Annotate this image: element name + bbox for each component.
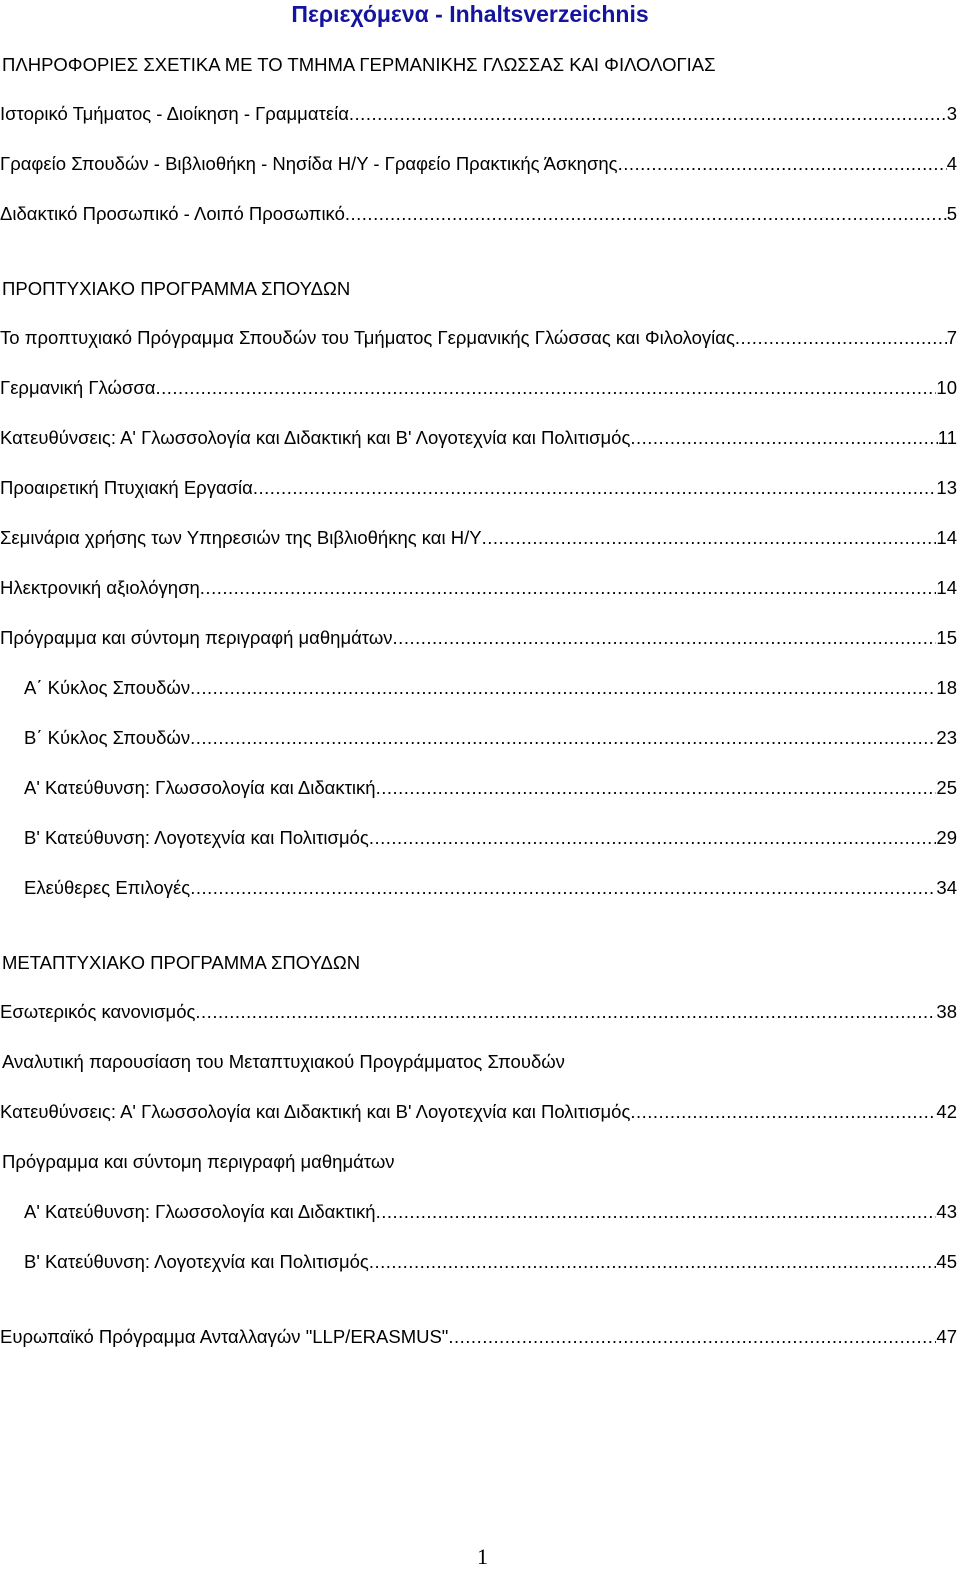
section-heading: ΜΕΤΑΠΤΥΧΙΑΚΟ ΠΡΟΓΡΑΜΜΑ ΣΠΟΥΔΩΝ	[2, 952, 361, 973]
toc-entry-text: Προαιρετική Πτυχιακή Εργασία	[0, 477, 253, 498]
section-heading: ΠΡΟΠΤΥΧΙΑΚΟ ΠΡΟΓΡΑΜΜΑ ΣΠΟΥΔΩΝ	[2, 278, 351, 299]
toc-entry-page: 23	[936, 727, 957, 748]
toc-entry-text: Ιστορικό Τμήματος - Διοίκηση - Γραμματεία	[0, 103, 349, 124]
toc-entry-page: 15	[936, 627, 957, 648]
toc-entry-text: Εσωτερικός κανονισμός	[0, 1001, 196, 1022]
dot-leader	[482, 526, 937, 550]
toc-entry[interactable]	[24, 876, 957, 900]
toc-entry[interactable]	[0, 326, 957, 350]
dot-leader	[618, 152, 947, 176]
toc-entry-text: Α' Κατεύθυνση: Γλωσσολογία και Διδακτική	[24, 777, 376, 798]
toc-entry-text: Το προπτυχιακό Πρόγραμμα Σπουδών του Τμήματος Γερμανικής Γλώσσας και Φιλολογίας	[0, 327, 735, 348]
toc-entry-page: 3	[946, 103, 957, 124]
toc-plain-line: Πρόγραμμα και σύντομη περιγραφή μαθημάτων	[2, 1151, 395, 1172]
dot-leader	[345, 202, 947, 226]
toc-entry-text: Β΄ Κύκλος Σπουδών	[24, 727, 191, 748]
toc-entry[interactable]	[24, 676, 957, 700]
dot-leader	[369, 826, 937, 850]
toc-entry[interactable]	[0, 476, 957, 500]
toc-entry-page: 13	[936, 477, 957, 498]
toc-entry-text: Α΄ Κύκλος Σπουδών	[24, 677, 191, 698]
dot-leader	[195, 1000, 936, 1024]
toc-entry-text: Ευρωπαϊκό Πρόγραμμα Ανταλλαγών "LLP/ERASMUS"	[0, 1326, 449, 1347]
toc-entry-page: 18	[936, 677, 957, 698]
dot-leader	[393, 626, 937, 650]
toc-entry-text: Κατευθύνσεις: Α' Γλωσσολογία και Διδακτική και Β' Λογοτεχνία και Πολιτισμός	[0, 1101, 631, 1122]
dot-leader	[376, 1200, 937, 1224]
dot-leader	[190, 726, 936, 750]
dot-leader	[448, 1325, 936, 1349]
section-heading: ΠΛΗΡΟΦΟΡΙΕΣ ΣΧΕΤΙΚΑ ΜΕ ΤΟ ΤΜΗΜΑ ΓΕΡΜΑΝΙΚΗΣ ΓΛΩΣΣΑΣ ΚΑΙ ΦΙΛΟΛΟΓΙΑΣ	[2, 54, 716, 75]
toc-entry-page: 7	[946, 327, 957, 348]
dot-leader	[735, 326, 947, 350]
toc-entry-page: 29	[936, 827, 957, 848]
toc-entry-text: Α' Κατεύθυνση: Γλωσσολογία και Διδακτική	[24, 1201, 376, 1222]
toc-entry-page: 10	[936, 377, 957, 398]
dot-leader	[349, 102, 947, 126]
toc-entry[interactable]	[0, 152, 957, 176]
toc-entry-page: 38	[936, 1001, 957, 1022]
dot-leader	[630, 426, 937, 450]
toc-entry[interactable]	[0, 1100, 957, 1124]
toc-entry-text: Κατευθύνσεις: Α' Γλωσσολογία και Διδακτική και Β' Λογοτεχνία και Πολιτισμός	[0, 427, 631, 448]
dot-leader	[200, 576, 937, 600]
toc-entry[interactable]	[24, 1250, 957, 1274]
toc-entry-text: Πρόγραμμα και σύντομη περιγραφή μαθημάτων	[0, 627, 393, 648]
page-number: 1	[477, 1544, 488, 1569]
toc-entry-text: Σεμινάρια χρήσης των Υπηρεσιών της Βιβλιοθήκης και Η/Υ	[0, 527, 482, 548]
dot-leader	[369, 1250, 937, 1274]
toc-entry-page: 25	[936, 777, 957, 798]
page-title: Περιεχόμενα - Inhaltsverzeichnis	[291, 1, 649, 27]
dot-leader	[156, 376, 937, 400]
toc-entry-page: 11	[937, 427, 957, 448]
toc-entry[interactable]	[0, 626, 957, 650]
dot-leader	[630, 1100, 936, 1124]
toc-entry[interactable]	[24, 726, 957, 750]
toc-entry[interactable]	[0, 202, 957, 226]
toc-entry-page: 45	[936, 1251, 957, 1272]
toc-entry-page: 47	[936, 1326, 957, 1347]
toc-entry[interactable]	[0, 576, 957, 600]
toc-entry[interactable]	[0, 426, 957, 450]
toc-plain-line: Αναλυτική παρουσίαση του Μεταπτυχιακού Προγράμματος Σπουδών	[2, 1051, 565, 1072]
toc-entry-page: 14	[936, 527, 957, 548]
dot-leader	[376, 776, 937, 800]
toc-entry[interactable]	[0, 1000, 957, 1024]
dot-leader	[190, 676, 936, 700]
toc-entry[interactable]	[24, 1200, 957, 1224]
toc-entry[interactable]	[0, 102, 957, 126]
toc-entry-text: Ελεύθερες Επιλογές	[24, 877, 191, 898]
toc-entry-text: Β' Κατεύθυνση: Λογοτεχνία και Πολιτισμός	[24, 827, 369, 848]
toc-entry-page: 42	[936, 1101, 957, 1122]
toc-entry-text: Γερμανική Γλώσσα	[0, 377, 156, 398]
toc-entry[interactable]	[0, 1325, 957, 1349]
dot-leader	[253, 476, 937, 500]
toc-entry-page: 34	[936, 877, 957, 898]
toc-entry[interactable]	[24, 826, 957, 850]
toc-entry[interactable]	[0, 526, 957, 550]
toc-entry[interactable]	[24, 776, 957, 800]
dot-leader	[190, 876, 936, 900]
toc-entry-page: 4	[946, 153, 957, 174]
toc-entry-text: Ηλεκτρονική αξιολόγηση	[0, 577, 200, 598]
toc-entry-text: Β' Κατεύθυνση: Λογοτεχνία και Πολιτισμός	[24, 1251, 369, 1272]
toc-entry[interactable]	[0, 376, 957, 400]
toc-entry-page: 14	[936, 577, 957, 598]
toc-entry-text: Γραφείο Σπουδών - Βιβλιοθήκη - Νησίδα Η/Υ - Γραφείο Πρακτικής Άσκησης	[0, 153, 618, 174]
toc-entry-text: Διδακτικό Προσωπικό - Λοιπό Προσωπικό	[0, 203, 345, 224]
toc-entry-page: 5	[946, 203, 957, 224]
toc-entry-page: 43	[936, 1201, 957, 1222]
